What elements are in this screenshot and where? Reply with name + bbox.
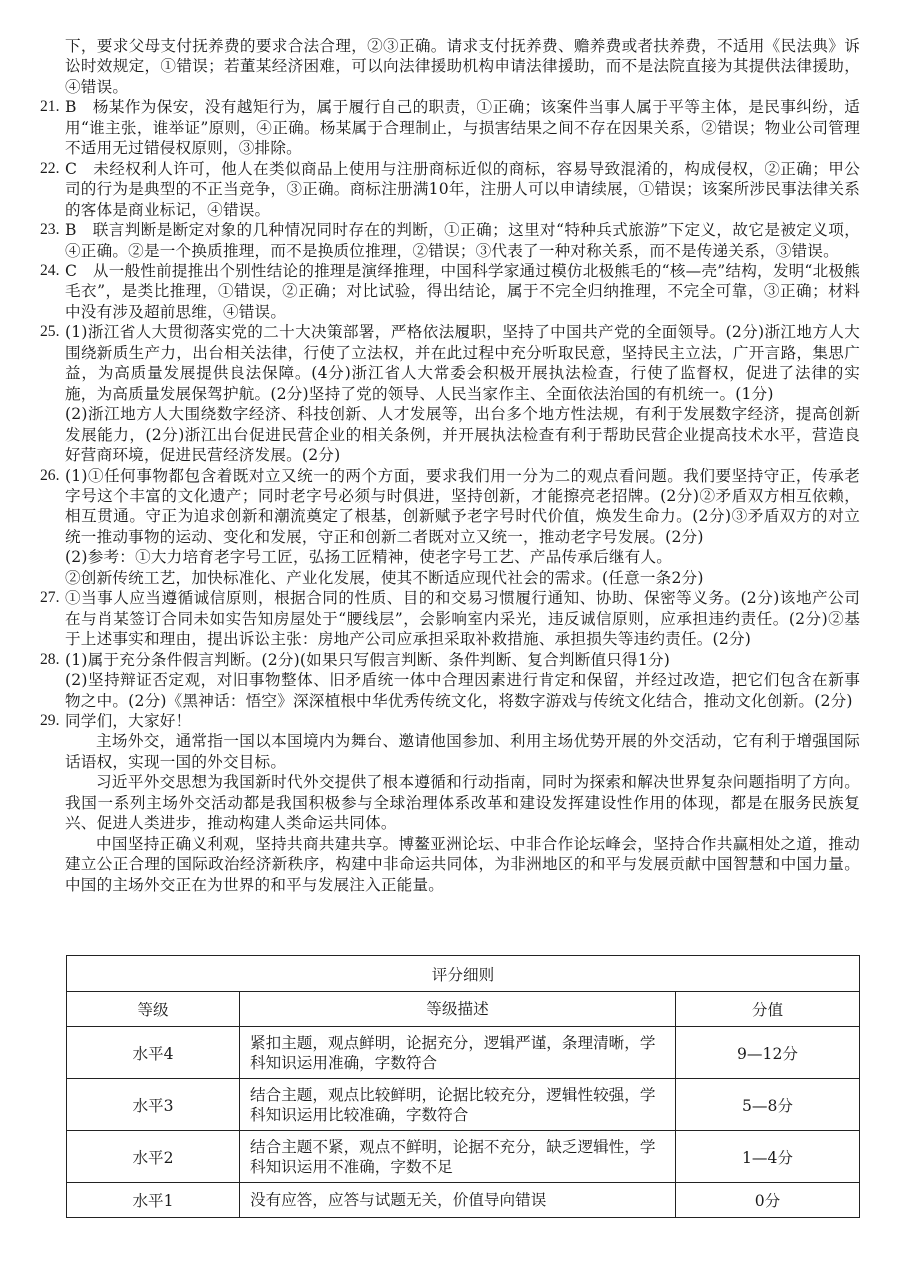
answer-22: [40, 159, 860, 220]
speech-paragraph: 中国坚持正确义利观，坚持共商共建共享。博鳌亚洲论坛、中非合作论坛峰会，坚持合作共赢相处之道，推动建立公正合理的国际政治经济新秩序，构建中非命运共同体，为非洲地区的和平与发展贡献中国智慧和中国力量。中国的主场外交正在为世界的和平与发展注入正能量。: [65, 834, 860, 894]
question-number: 26.: [40, 466, 60, 484]
score-cell: 0分: [676, 1183, 860, 1218]
answer-part-1: (1)属于充分条件假言判断。(2分)(如果只写假言判断、条件判断、复合判断值只得1分): [65, 650, 671, 669]
speech-paragraph: 主场外交，通常指一国以本国境内为舞台、邀请他国参加、利用主场优势开展的外交活动，它有利于增强国际话语权，实现一国的外交目标。: [65, 732, 860, 771]
answer-text: C 未经权利人许可，他人在类似商品上使用与注册商标近似的商标，容易导致混淆的，构成侵权，②正确；甲公司的行为是典型的不正当竞争，③正确。商标注册满10年，注册人可以申请续展，①错误；该案所涉民事法律关系的客体是商业标记，④错误。: [65, 159, 860, 219]
description-cell: 结合主题不紧，观点不鲜明，论据不充分，缺乏逻辑性，学科知识运用不准确，字数不足: [240, 1131, 676, 1183]
question-number: 27.: [40, 589, 60, 607]
answer-29: [40, 711, 860, 895]
level-cell: 水平2: [67, 1131, 240, 1183]
question-number: 29.: [40, 711, 60, 729]
header-description: 等级描述: [240, 992, 676, 1027]
answer-part-1: (1)浙江省人大贯彻落实党的二十大决策部署，严格依法履职，坚持了中国共产党的全面领导。(2分)浙江地方人大围绕新质生产力，出台相关法律，行使了立法权，并在此过程中充分听取民意，坚持民主立法，广开言路，集思广益，为高质量发展提供良法保障。(4分)浙江省人大常委会积极开展执法检查，行使了监督权，促进了法律的实施，为高质量发展保驾护航。(2分)坚持了党的领导、人民当家作主、全面依法治国的有机统一。(1分): [65, 323, 860, 403]
question-number: 23.: [40, 221, 60, 239]
answer-21: [40, 97, 860, 158]
question-number: 28.: [40, 650, 60, 668]
scoring-rubric-table: [66, 955, 860, 1218]
answer-text: ①当事人应当遵循诚信原则，根据合同的性质、目的和交易习惯履行通知、协助、保密等义务。(2分)该地产公司在与肖某签订合同未如实告知房屋处于“腰线层”，会影响室内采光，违反诚信原则，应承担违约责任。(2分)②基于上述事实和理由，提出诉讼主张：房地产公司应承担采取补救措施、承担损失等违约责任。(2分): [65, 589, 860, 649]
score-cell: 1—4分: [676, 1131, 860, 1183]
answer-part-2: (2)参考：①大力培育老字号工匠，弘扬工匠精神，使老字号工艺、产品传承后继有人。: [65, 548, 673, 567]
answer-24: [40, 261, 860, 322]
header-level: 等级: [67, 992, 240, 1027]
answer-part-2: (2)浙江地方人大围绕数字经济、科技创新、人才发展等，出台多个地方性法规，有利于发展数字经济，提高创新发展能力，(2分)浙江出台促进民营企业的相关条例，并开展执法检查有利于帮助民营企业提高技术水平，营造良好营商环境，促进民营经济发展。(2分): [65, 405, 860, 465]
description-cell: 结合主题，观点比较鲜明，论据比较充分，逻辑性较强，学科知识运用比较准确，字数符合: [240, 1079, 676, 1131]
description-cell: 没有应答，应答与试题无关，价值导向错误: [240, 1183, 676, 1218]
answer-part-2-option: ②创新传统工艺，加快标准化、产业化发展，使其不断适应现代社会的需求。(任意一条2分): [65, 568, 704, 587]
rubric-title-row: [67, 956, 860, 992]
speech-paragraph: 习近平外交思想为我国新时代外交提供了根本遵循和行动指南，同时为探索和解决世界复杂问题指明了方向。我国一系列主场外交活动都是我国积极参与全球治理体系改革和建设发挥建设性作用的体现，都是在服务民族复兴、促进人类进步，推动构建人类命运共同体。: [65, 773, 860, 833]
continuation-text: 下，要求父母支付抚养费的要求合法合理，②③正确。请求支付抚养费、赡养费或者扶养费，不适用《民法典》诉讼时效规定，①错误；若董某经济困难，可以向法律援助机构申请法律援助，而不是法院直接为其提供法律援助，④错误。: [65, 37, 860, 96]
score-cell: 5—8分: [676, 1079, 860, 1131]
rubric-header-row: [67, 992, 860, 1027]
question-number: 24.: [40, 261, 60, 279]
answer-27: [40, 588, 860, 649]
question-number: 22.: [40, 159, 60, 177]
rubric-row: [67, 1079, 860, 1131]
description-cell: 紧扣主题，观点鲜明，论据充分，逻辑严谨，条理清晰，学科知识运用准确，字数符合: [240, 1027, 676, 1079]
answer-25: [40, 322, 860, 465]
rubric-row: [67, 1027, 860, 1079]
level-cell: 水平3: [67, 1079, 240, 1131]
rubric-row: [67, 1131, 860, 1183]
speech-greeting: 同学们，大家好！: [65, 711, 192, 730]
answer-text: B 联言判断是断定对象的几种情况同时存在的判断，①正确；这里对“特种兵式旅游”下定义，故它是被定义项，④正确。②是一个换质推理，而不是换质位推理，②错误；③代表了一种对称关系，而不是传递关系，③错误。: [65, 221, 860, 260]
answer-text: B 杨某作为保安，没有越矩行为，属于履行自己的职责，①正确；该案件当事人属于平等主体，是民事纠纷，适用“谁主张，谁举证”原则，④正确。杨某属于合理制止，与损害结果之间不存在因果关系，②错误；物业公司管理不适用无过错侵权原则，③排除。: [65, 98, 860, 158]
answer-26: [40, 466, 860, 589]
rubric-title: 评分细则: [67, 956, 860, 992]
header-score: 分值: [676, 992, 860, 1027]
score-cell: 9—12分: [676, 1027, 860, 1079]
answer-part-2: (2)坚持辩证否定观，对旧事物整体、旧矛盾统一体中合理因素进行肯定和保留，并经过改造，把它们包含在新事物之中。(2分)《黑神话：悟空》深深植根中华优秀传统文化，将数字游戏与传统文化结合，推动文化创新。(2分): [65, 671, 860, 710]
question-number: 21.: [40, 98, 60, 116]
level-cell: 水平4: [67, 1027, 240, 1079]
level-cell: 水平1: [67, 1183, 240, 1218]
question-number: 25.: [40, 323, 60, 341]
rubric-row: [67, 1183, 860, 1218]
answer-key-page: [40, 36, 860, 895]
answer-23: [40, 220, 860, 261]
answer-28: [40, 650, 860, 711]
answer-text: C 从一般性前提推出个别性结论的推理是演绎推理，中国科学家通过模仿北极熊毛的“核—壳”结构，发明“北极熊毛衣”，是类比推理，①错误，②正确；对比试验，得出结论，属于不完全归纳推理，不完全可靠，③正确；材料中没有涉及超前思维，④错误。: [65, 261, 860, 321]
answer-20-continuation: [40, 36, 860, 97]
answer-part-1: (1)①任何事物都包含着既对立又统一的两个方面，要求我们用一分为二的观点看问题。我们要坚持守正，传承老字号这个丰富的文化遗产；同时老字号必须与时俱进，坚持创新，才能擦亮老招牌。(2分)②矛盾双方相互依赖，相互贯通。守正为追求创新和潮流奠定了根基，创新赋予老字号时代价值，焕发生命力。(2分)③矛盾双方的对立统一推动事物的运动、变化和发展，守正和创新二者既对立又统一，推动老字号发展。(2分): [65, 466, 860, 546]
